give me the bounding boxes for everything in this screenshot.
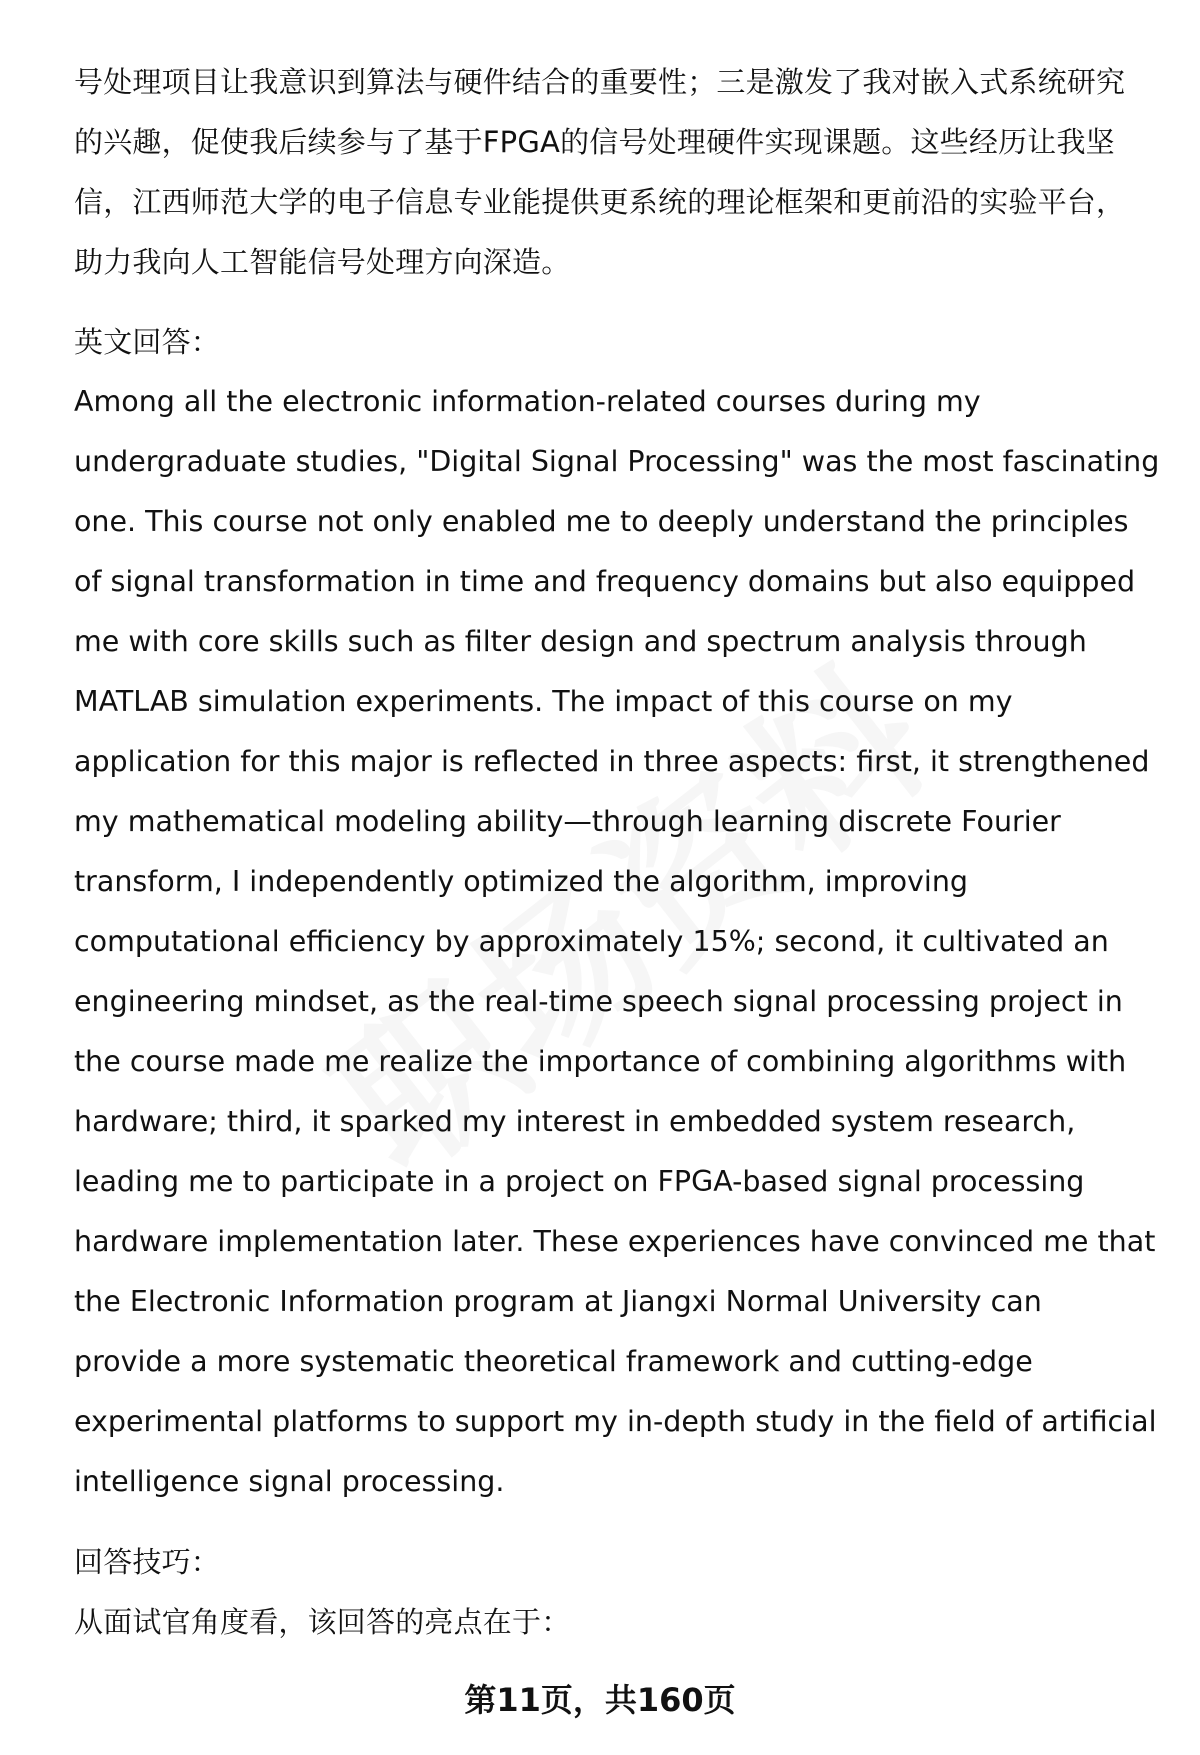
text-line: experimental platforms to support my in-depth study in the field of artificial [74, 1405, 1157, 1438]
text-line: me with core skills such as filter design and spectrum analysis through [74, 625, 1087, 658]
text-line: intelligence signal processing. [74, 1465, 505, 1498]
text-line: hardware; third, it sparked my interest in embedded system research, [74, 1105, 1076, 1138]
text-line: 助力我向人工智能信号处理方向深造。 [74, 245, 571, 279]
text-line: hardware implementation later. These experiences have convinced me that [74, 1225, 1156, 1258]
spacer [74, 292, 1174, 312]
text-line: 信，江西师范大学的电子信息专业能提供更系统的理论框架和更前沿的实验平台， [74, 185, 1126, 219]
text-line: MATLAB simulation experiments. The impact of this course on my [74, 685, 1013, 718]
text-line: 的兴趣，促使我后续参与了基于FPGA的信号处理硬件实现课题。这些经历让我坚 [74, 125, 1115, 159]
spacer [74, 1512, 1174, 1532]
text-line: leading me to participate in a project on FPGA-based signal processing [74, 1165, 1085, 1198]
text-line: application for this major is reflected in three aspects: first, it strengthened [74, 745, 1150, 778]
text-line: engineering mindset, as the real-time speech signal processing project in [74, 985, 1123, 1018]
english-answer-heading: 英文回答： [74, 325, 221, 359]
text-line: my mathematical modeling ability—through learning discrete Fourier [74, 805, 1061, 838]
text-line: provide a more systematic theoretical framework and cutting-edge [74, 1345, 1033, 1378]
chinese-paragraph [74, 52, 1174, 292]
text-line: undergraduate studies, "Digital Signal Processing" was the most fascinating [74, 445, 1160, 478]
tips-heading: 回答技巧： [74, 1545, 221, 1579]
text-line: computational efficiency by approximately 15%; second, it cultivated an [74, 925, 1109, 958]
english-answer-paragraph [74, 372, 1174, 1512]
text-line: Among all the electronic information-related courses during my [74, 385, 981, 418]
text-line: the Electronic Information program at Jiangxi Normal University can [74, 1285, 1042, 1318]
text-line: transform, I independently optimized the algorithm, improving [74, 865, 968, 898]
text-line: of signal transformation in time and frequency domains but also equipped [74, 565, 1136, 598]
text-line: the course made me realize the importance of combining algorithms with [74, 1045, 1127, 1078]
page-number: 第11页，共160页 [464, 1681, 736, 1719]
tips-intro: 从面试官角度看，该回答的亮点在于： [74, 1605, 571, 1639]
text-line: one. This course not only enabled me to deeply understand the principles [74, 505, 1129, 538]
text-line: 号处理项目让我意识到算法与硬件结合的重要性；三是激发了我对嵌入式系统研究 [74, 65, 1126, 99]
document-body [74, 52, 1174, 1652]
